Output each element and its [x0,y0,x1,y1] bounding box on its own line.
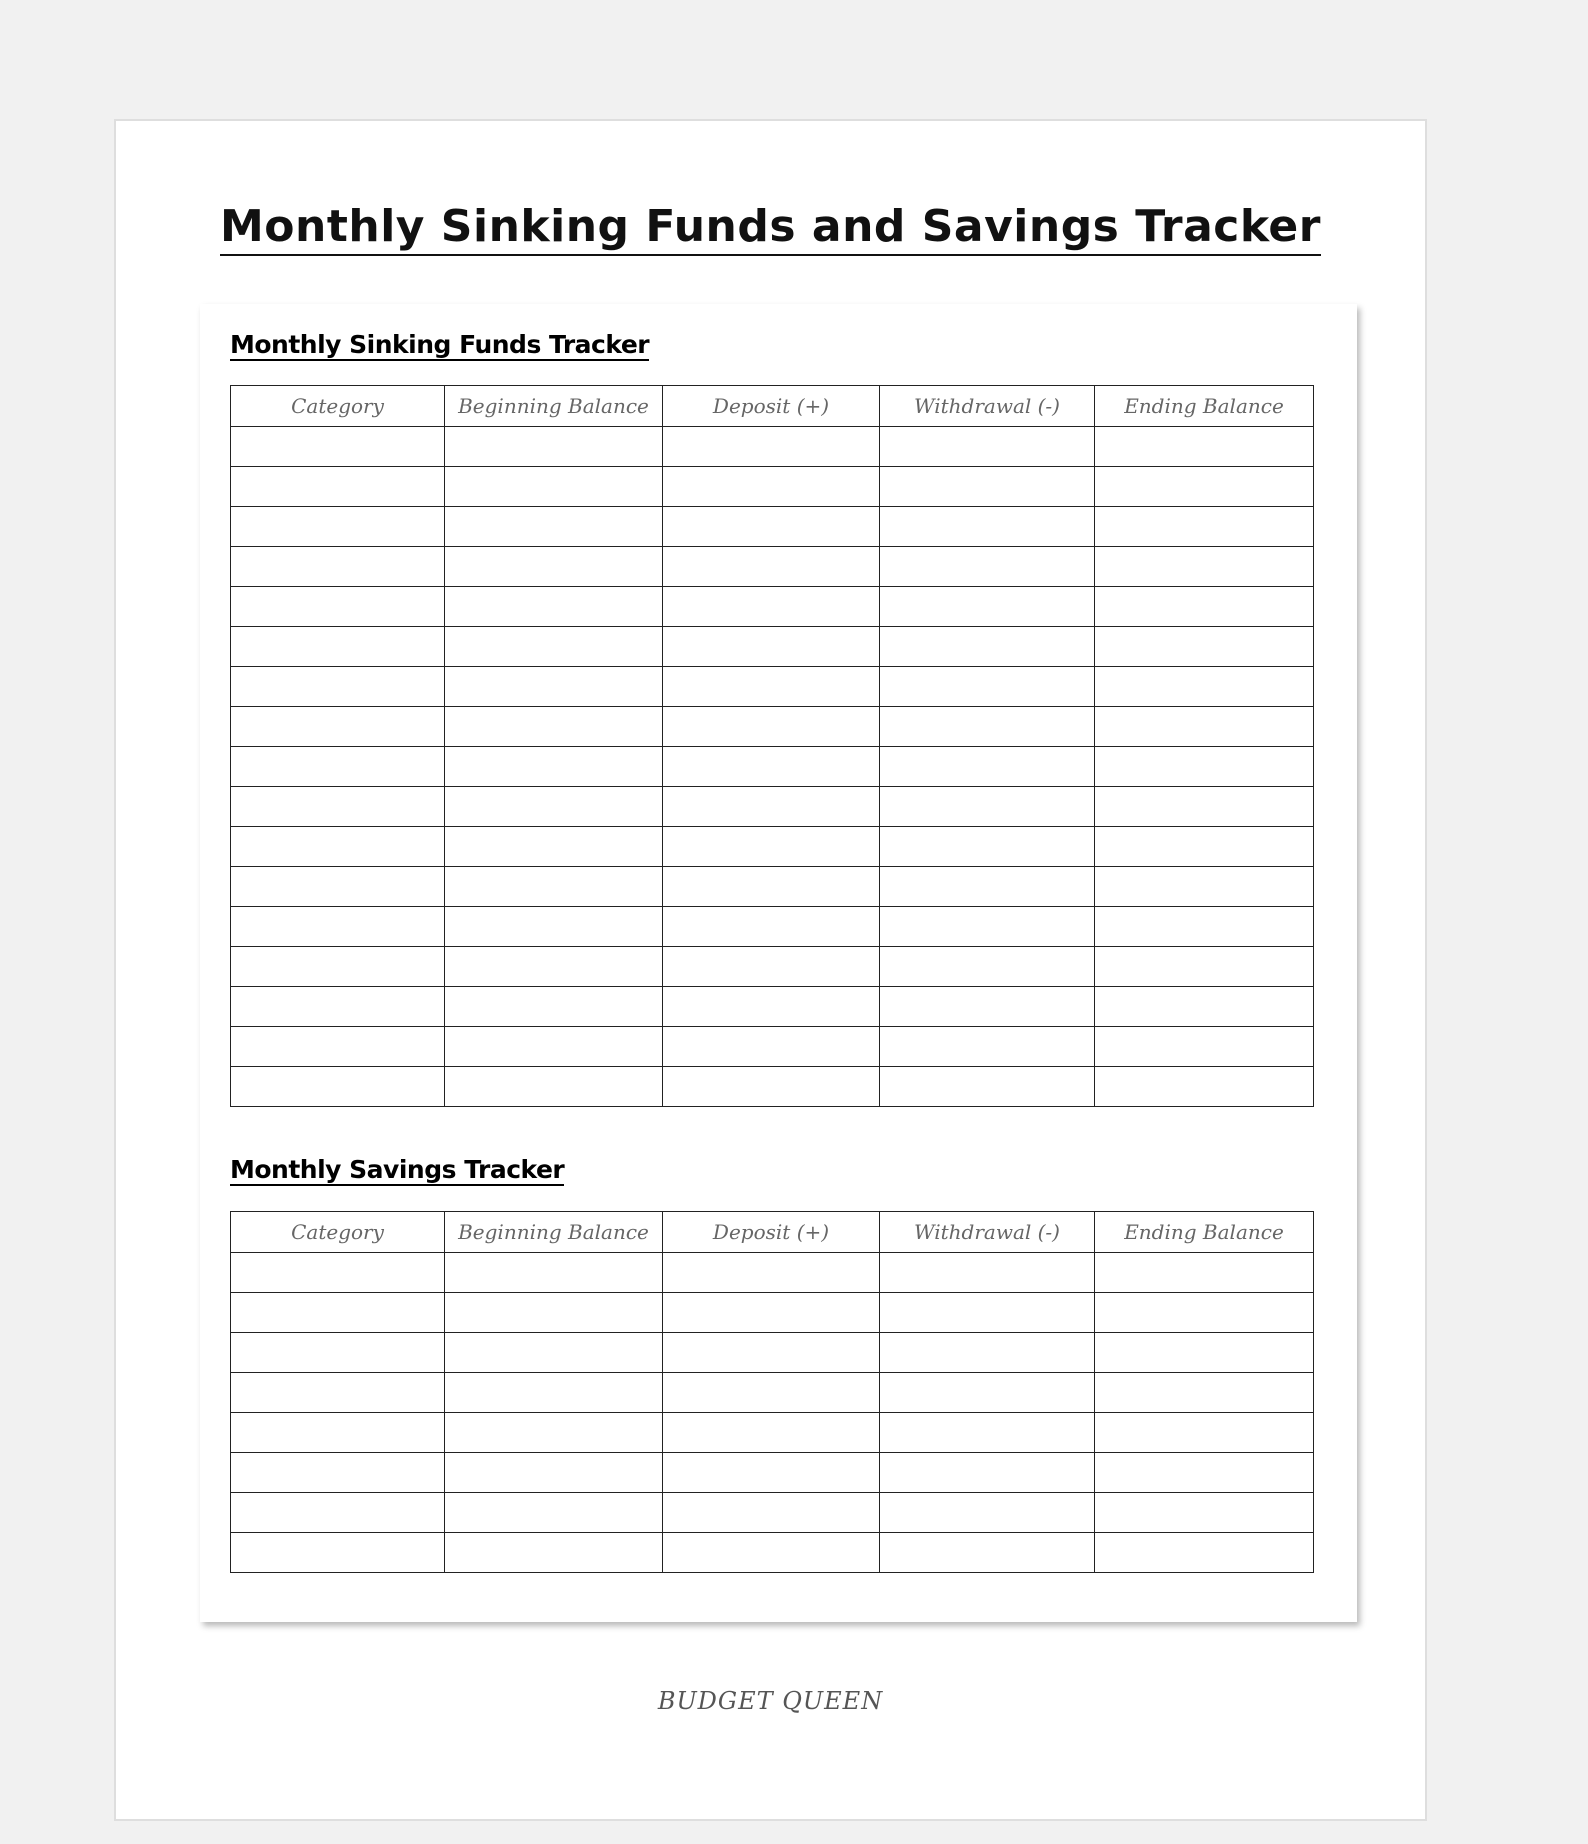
table-cell [445,1067,663,1107]
column-header-ending-balance: Ending Balance [1095,386,1314,427]
table-cell [663,1493,880,1533]
table-cell [445,587,663,627]
table-cell [663,1253,880,1293]
table-cell [445,1373,663,1413]
table-cell [1095,867,1314,907]
table-cell [1095,1293,1314,1333]
table-cell [1095,747,1314,787]
column-header-deposit: Deposit (+) [663,1212,880,1253]
table-cell [231,627,445,667]
table-cell [231,1293,445,1333]
column-header-withdrawal: Withdrawal (-) [880,1212,1095,1253]
table-cell [1095,707,1314,747]
table-cell [231,947,445,987]
table-cell [880,587,1095,627]
table-cell [231,667,445,707]
savings-table-body [231,1253,1314,1573]
table-row [231,667,1314,707]
table-cell [1095,1413,1314,1453]
table-cell [663,867,880,907]
table-cell [880,467,1095,507]
table-cell [1095,507,1314,547]
table-cell [231,1253,445,1293]
table-cell [880,1493,1095,1533]
table-cell [445,1333,663,1373]
table-cell [1095,1373,1314,1413]
table-cell [445,827,663,867]
table-cell [231,987,445,1027]
table-row [231,587,1314,627]
table-cell [663,987,880,1027]
table-cell [445,1533,663,1573]
table-cell [880,1253,1095,1293]
savings-section-title-text: Monthly Savings Tracker [230,1155,565,1184]
table-cell [880,1293,1095,1333]
table-cell [663,467,880,507]
table-cell [663,667,880,707]
table-cell [1095,1333,1314,1373]
table-row [231,1453,1314,1493]
table-row [231,627,1314,667]
savings-table [230,1211,1314,1573]
table-row [231,1253,1314,1293]
table-cell [445,1293,663,1333]
table-cell [445,427,663,467]
table-cell [231,427,445,467]
table-cell [1095,1453,1314,1493]
tracker-card [200,304,1357,1622]
table-cell [880,1533,1095,1573]
column-header-withdrawal: Withdrawal (-) [880,386,1095,427]
table-cell [231,1533,445,1573]
table-row [231,987,1314,1027]
table-cell [231,1373,445,1413]
table-cell [880,867,1095,907]
table-cell [880,787,1095,827]
table-cell [880,907,1095,947]
table-cell [880,827,1095,867]
table-cell [880,507,1095,547]
table-cell [445,747,663,787]
table-row [231,707,1314,747]
table-cell [663,547,880,587]
column-header-beginning-balance: Beginning Balance [445,386,663,427]
table-cell [445,627,663,667]
table-cell [663,1333,880,1373]
table-cell [1095,1027,1314,1067]
savings-section-title [230,1155,564,1184]
sinking-funds-header-row [231,386,1314,427]
table-cell [231,547,445,587]
table-cell [231,1493,445,1533]
table-cell [663,1453,880,1493]
table-cell [445,1493,663,1533]
table-cell [445,907,663,947]
table-row [231,1533,1314,1573]
table-row [231,787,1314,827]
table-cell [445,1453,663,1493]
table-cell [663,707,880,747]
table-cell [231,907,445,947]
table-row [231,1493,1314,1533]
table-row [231,427,1314,467]
sinking-funds-table [230,385,1314,1107]
table-cell [1095,907,1314,947]
column-header-category: Category [231,386,445,427]
table-cell [445,947,663,987]
table-row [231,1373,1314,1413]
table-row [231,907,1314,947]
table-row [231,1413,1314,1453]
table-cell [663,907,880,947]
table-cell [445,467,663,507]
table-cell [880,947,1095,987]
table-cell [663,787,880,827]
table-cell [880,707,1095,747]
table-cell [231,747,445,787]
table-cell [663,1027,880,1067]
table-cell [231,1333,445,1373]
column-header-beginning-balance: Beginning Balance [445,1212,663,1253]
table-cell [445,787,663,827]
table-row [231,507,1314,547]
table-cell [231,1067,445,1107]
table-cell [663,1067,880,1107]
table-cell [663,587,880,627]
table-cell [1095,1067,1314,1107]
table-cell [880,547,1095,587]
table-cell [880,987,1095,1027]
table-cell [1095,427,1314,467]
table-cell [663,1413,880,1453]
sinking-funds-section-title-text: Monthly Sinking Funds Tracker [230,330,650,359]
table-cell [231,867,445,907]
table-cell [231,1413,445,1453]
table-cell [663,1373,880,1413]
table-cell [880,747,1095,787]
table-row [231,1067,1314,1107]
table-cell [663,1533,880,1573]
table-cell [445,1413,663,1453]
page-title-text: Monthly Sinking Funds and Savings Tracker [220,201,1321,256]
table-row [231,1293,1314,1333]
table-cell [880,1453,1095,1493]
table-cell [880,667,1095,707]
table-row [231,1027,1314,1067]
table-cell [445,867,663,907]
table-row [231,1333,1314,1373]
brand-footer: BUDGET QUEEN [657,1687,884,1715]
table-cell [231,1027,445,1067]
table-cell [880,1333,1095,1373]
table-cell [231,587,445,627]
table-cell [231,707,445,747]
table-cell [1095,987,1314,1027]
table-cell [1095,1533,1314,1573]
document-page [114,119,1427,1821]
table-cell [231,827,445,867]
column-header-ending-balance: Ending Balance [1095,1212,1314,1253]
table-cell [1095,667,1314,707]
table-cell [445,667,663,707]
table-cell [445,507,663,547]
table-cell [445,987,663,1027]
table-cell [445,547,663,587]
table-cell [880,1067,1095,1107]
table-row [231,467,1314,507]
table-cell [1095,1253,1314,1293]
table-cell [231,1453,445,1493]
savings-header-row [231,1212,1314,1253]
table-cell [663,507,880,547]
table-cell [231,467,445,507]
table-row [231,547,1314,587]
table-cell [1095,547,1314,587]
table-cell [663,627,880,667]
table-cell [1095,947,1314,987]
table-cell [663,427,880,467]
table-cell [880,1413,1095,1453]
table-cell [445,707,663,747]
column-header-deposit: Deposit (+) [663,386,880,427]
table-cell [1095,827,1314,867]
table-cell [1095,1493,1314,1533]
page-title [116,201,1425,252]
table-cell [663,947,880,987]
sinking-funds-section-title [230,330,649,359]
table-cell [1095,787,1314,827]
table-cell [1095,627,1314,667]
table-row [231,827,1314,867]
table-cell [880,1027,1095,1067]
table-cell [445,1027,663,1067]
table-cell [880,627,1095,667]
table-row [231,747,1314,787]
table-cell [231,787,445,827]
table-cell [663,1293,880,1333]
table-row [231,867,1314,907]
table-cell [1095,467,1314,507]
table-cell [663,747,880,787]
table-cell [880,427,1095,467]
table-cell [1095,587,1314,627]
table-cell [880,1373,1095,1413]
table-cell [663,827,880,867]
table-cell [231,507,445,547]
table-row [231,947,1314,987]
sinking-funds-table-body [231,427,1314,1107]
column-header-category: Category [231,1212,445,1253]
table-cell [445,1253,663,1293]
